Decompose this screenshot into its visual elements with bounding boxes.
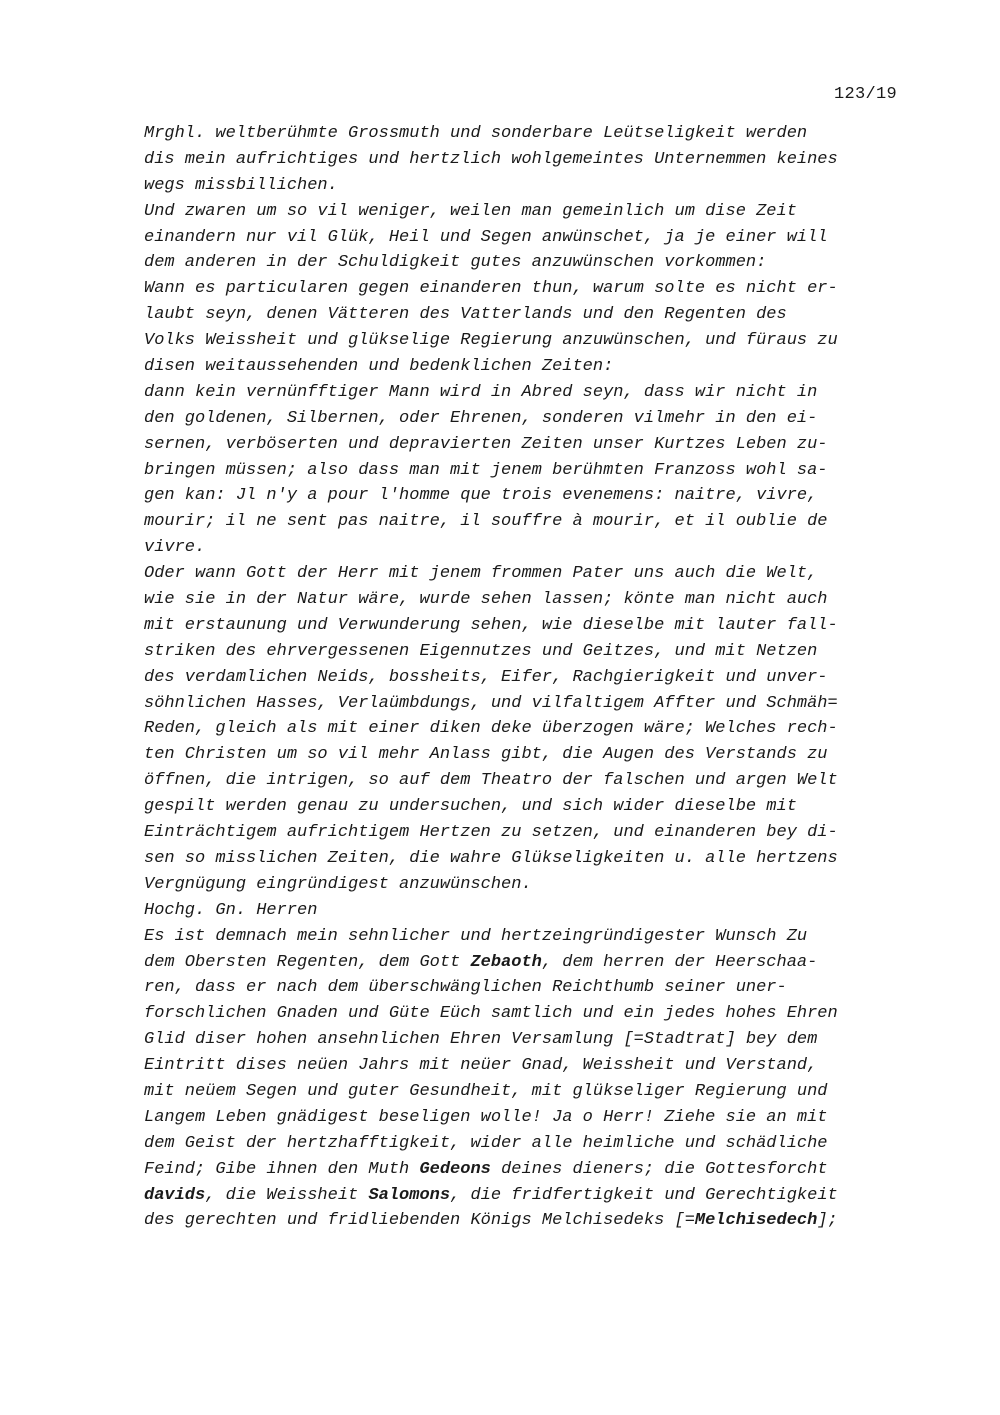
emphasized-name: Melchisedech [694,1211,818,1231]
text-line: Und zwaren um so vil weniger, weilen man gemeinlich um dise Zeit [144,201,797,221]
text-line: striken des ehrvergessenen Eigennutzes und Geitzes, und mit Netzen [144,641,818,661]
emphasized-name: davids [144,1185,206,1205]
text-line: Einträchtigem aufrichtigem Hertzen zu setzen, und einanderen bey di- [144,823,838,843]
emphasized-name: Zebaoth [470,952,542,972]
text-line: wie sie in der Natur wäre, wurde sehen lassen; könte man nicht auch [144,590,828,610]
text-line: einandern nur vil Glük, Heil und Segen anwünschet, ja je einer will [144,227,828,247]
text-line: Reden, gleich als mit einer diken deke überzogen wäre; Welches rech- [144,719,838,739]
text-line [144,950,914,976]
text-line: ren, dass er nach dem überschwänglichen Reichthumb seiner uner- [144,978,787,998]
text-line: dis mein aufrichtiges und hertzlich wohlgemeintes Unternemmen keines [144,149,838,169]
text-line: ten Christen um so vil mehr Anlass gibt, die Augen des Verstands zu [144,745,828,765]
text-segment: Feind; Gibe ihnen den Muth [144,1159,420,1179]
text-line: söhnlichen Hasses, Verlaümbdungs, und vilfaltigem Affter und Schmäh= [144,693,838,713]
text-line: sen so misslichen Zeiten, die wahre Glükseligkeiten u. alle hertzens [144,848,838,868]
text-line: gespilt werden genau zu undersuchen, und sich wider dieselbe mit [144,797,797,817]
text-line: sernen, verböserten und depravierten Zeiten unser Kurtzes Leben zu- [144,434,828,454]
text-line: vivre. [144,538,206,558]
text-line: mit neüem Segen und guter Gesundheit, mit glükseliger Regierung und [144,1081,828,1101]
text-line: Hochg. Gn. Herren [144,900,318,920]
text-line: Eintritt dises neüen Jahrs mit neüer Gnad, Weissheit und Verstand, [144,1056,818,1076]
text-line: laubt seyn, denen Vätteren des Vatterlands und den Regenten des [144,305,787,325]
text-line: Oder wann Gott der Herr mit jenem frommen Pater uns auch die Welt, [144,564,818,584]
text-segment: , dem herren der Heerschaa- [541,952,818,972]
text-segment: des gerechten und fridliebenden Königs Melchisedeks [= [144,1211,695,1231]
text-line: dann kein vernünfftiger Mann wird in Abred seyn, dass wir nicht in [144,382,818,402]
text-line: mit erstaunung und Verwunderung sehen, wie dieselbe mit lauter fall- [144,615,838,635]
text-line: Volks Weissheit und glükselige Regierung anzuwünschen, und füraus zu [144,331,838,351]
text-line: gen kan: Jl n'y a pour l'homme que trois evenemens: naitre, vivre, [144,486,818,506]
text-line: Langem Leben gnädigest beseligen wolle! Ja o Herr! Ziehe sie an mit [144,1107,828,1127]
text-segment: , die fridfertigkeit und Gerechtigkeit [450,1185,838,1205]
text-line: Vergnügung eingründigest anzuwünschen. [144,874,532,894]
text-line: dem anderen in der Schuldigkeit gutes anzuwünschen vorkommen: [144,253,767,273]
text-line [144,1183,914,1209]
text-line [144,1157,914,1183]
emphasized-name: Gedeons [419,1159,491,1179]
text-segment: ]; [817,1211,838,1231]
text-line: forschlichen Gnaden und Güte Eüch samtlich und ein jedes hohes Ehren [144,1004,838,1024]
text-line: disen weitaussehenden und bedenklichen Zeiten: [144,357,614,377]
text-line: mourir; il ne sent pas naitre, il souffre à mourir, et il oublie de [144,512,828,532]
text-segment: dem Obersten Regenten, dem Gott [144,952,471,972]
transcription-body [144,121,914,1234]
text-line: den goldenen, Silbernen, oder Ehrenen, sonderen vilmehr in den ei- [144,408,818,428]
text-line [144,1208,914,1234]
text-line: dem Geist der hertzhafftigkeit, wider alle heimliche und schädliche [144,1133,828,1153]
text-line: öffnen, die intrigen, so auf dem Theatro der falschen und argen Welt [144,771,838,791]
text-line: wegs missbillichen. [144,175,338,195]
text-line: Wann es particularen gegen einanderen thun, warum solte es nicht er- [144,279,838,299]
text-line: Es ist demnach mein sehnlicher und hertzeingründigester Wunsch Zu [144,926,808,946]
text-line: des verdamlichen Neids, bossheits, Eifer, Rachgierigkeit und unver- [144,667,828,687]
text-line: Glid diser hohen ansehnlichen Ehren Versamlung [=Stadtrat] bey dem [144,1030,818,1050]
text-line: bringen müssen; also dass man mit jenem berühmten Franzoss wohl sa- [144,460,828,480]
text-segment: deines dieners; die Gottesforcht [490,1159,828,1179]
text-line: Mrghl. weltberühmte Grossmuth und sonderbare Leütseligkeit werden [144,124,808,143]
page-number: 123/19 [834,85,898,104]
emphasized-name: Salomons [368,1185,451,1205]
text-segment: , die Weissheit [205,1185,369,1205]
